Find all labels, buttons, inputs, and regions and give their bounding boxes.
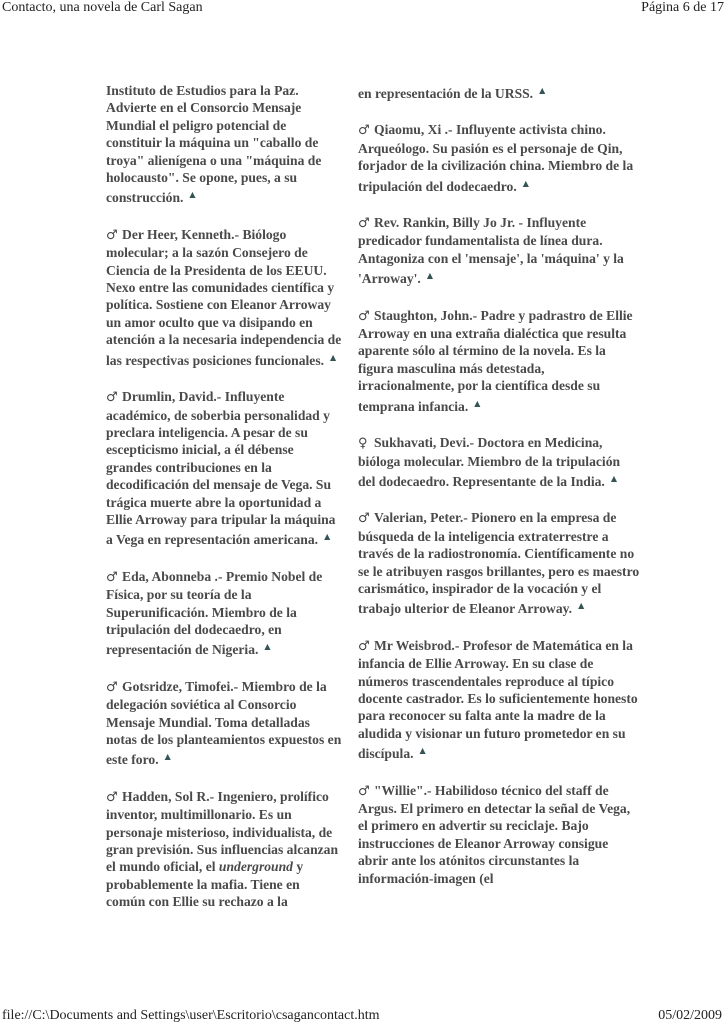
glossary-entry [106, 388, 342, 549]
character-description: Miembro de la delegación soviética al Consorcio Mensaje Mundial. Toma detalladas notas de los planteamientos expuestos en este foro. [106, 678, 342, 768]
back-to-top-icon[interactable]: ▲ [330, 352, 337, 362]
character-description: Profesor de Matemática en la infancia de Ellie Arroway. En su clase de números trascendentales reproduce al típico docente castrador. Es lo suficientemente honesto para reconocer su falta ante la madre de la aludida y visionar un futuro prometedor en su discípula. [358, 637, 638, 762]
character-description: Doctora en Medicina, bióloga molecular. Miembro de la tripulación del dodecaedro. Representante de la India. [358, 435, 621, 489]
entry-text [358, 782, 640, 887]
glossary-entry [358, 637, 640, 763]
entry-text [358, 214, 640, 288]
entry-text [106, 226, 342, 369]
character-name: Gotsridze, Timofei.- [122, 678, 239, 694]
back-to-top-icon[interactable]: ▲ [426, 271, 433, 281]
character-name: Eda, Abonneba .- [122, 568, 223, 584]
italic-term: underground [218, 859, 293, 875]
male-symbol-icon: ♂ [358, 123, 370, 139]
glossary-entry [358, 214, 640, 288]
document-title: Contacto, una novela de Carl Sagan [2, 0, 203, 15]
character-name: Sukhavati, Devi.- [374, 435, 475, 451]
entry-text [106, 678, 342, 769]
male-symbol-icon: ♂ [106, 569, 118, 585]
male-symbol-icon: ♂ [358, 308, 370, 324]
character-description-cont: y probablemente la mafia. Tiene en común con Ellie su rechazo a la [106, 859, 304, 910]
back-to-top-icon[interactable]: ▲ [419, 746, 426, 756]
glossary-entry [358, 434, 640, 490]
entry-text [106, 568, 342, 659]
character-description: Habilidoso técnico del staff de Argus. El primero en detectar la señal de Vega, el primero en advertir su reciclaje. Bajo instrucciones de Eleanor Arroway consigue abrir ante los atónitos circunstantes la información-imagen (el [358, 782, 631, 886]
glossary-entry [106, 788, 342, 911]
character-description: Ingeniero, prolífico inventor, multimillonario. Es un personaje misterioso, individualista, de gran previsión. Sus influencias alcanzan el mundo oficial, el [106, 788, 339, 875]
character-description: Pionero en la empresa de búsqueda de la inteligencia extraterrestre a través de la radiostronomía. Científicamente no se le atribuyen rasgos brillantes, pero es maestro carismático, inspirador de la vocación y el trabajo ulterior de Eleanor Arroway. [358, 510, 640, 617]
right-column [358, 82, 640, 906]
entry-text [358, 509, 640, 617]
character-name: Drumlin, David.- [122, 389, 222, 405]
left-column [106, 82, 342, 930]
character-description: Influyente activista chino. Arqueólogo. Su pasión es el personaje de Qin, forjador de la civilización china. Miembro de la tripulación del dodecaedro. [358, 122, 634, 194]
entry-text [106, 388, 342, 549]
entry-text [106, 82, 342, 207]
character-description: Influyente académico, de soberbia personalidad y preclara inteligencia. A pesar de su escepticismo inicial, a él débense grandes contribuciones en la decodificación del mensaje de Vega. Su trágica muerte abre la oportunidad a Ellie Arroway para tripular la máquina a Vega en representación americana. [106, 389, 336, 548]
back-to-top-icon[interactable]: ▲ [578, 601, 585, 611]
entry-text [358, 82, 640, 102]
character-name: Staughton, John.- [374, 307, 478, 323]
character-description: Influyente predicador fundamentalista de línea dura. Antagoniza con el 'mensaje', la 'máquina' y la 'Arroway'. [358, 215, 624, 287]
male-symbol-icon: ♂ [358, 511, 370, 527]
back-to-top-icon[interactable]: ▲ [324, 532, 331, 542]
back-to-top-icon[interactable]: ▲ [522, 178, 529, 188]
male-symbol-icon: ♂ [106, 390, 118, 406]
character-name: Qiaomu, Xi .- [374, 122, 453, 138]
character-name: "Willie".- [374, 782, 432, 798]
page-footer [0, 1008, 728, 1028]
print-date: 05/02/2009 [658, 1008, 722, 1023]
male-symbol-icon: ♂ [106, 227, 118, 243]
back-to-top-icon[interactable]: ▲ [164, 752, 171, 762]
character-name: Mr Weisbrod.- [374, 637, 460, 653]
entry-text [358, 434, 640, 490]
file-path: file://C:\Documents and Settings\user\Escritorio\csagancontact.htm [2, 1008, 380, 1023]
glossary-entry [106, 82, 342, 207]
back-to-top-icon[interactable]: ▲ [474, 398, 481, 408]
glossary-entry [358, 82, 640, 102]
female-symbol-icon: ♀ [358, 436, 368, 452]
page-header [0, 0, 728, 20]
glossary-entry [358, 307, 640, 415]
back-to-top-icon[interactable]: ▲ [189, 190, 196, 200]
back-to-top-icon[interactable]: ▲ [610, 473, 617, 483]
character-name: Der Heer, Kenneth.- [122, 226, 240, 242]
character-description: Instituto de Estudios para la Paz. Advierte en el Consorcio Mensaje Mundial el peligro potencial de constituir la máquina un "caballo de troya" alienígena o una "máquina de holocausto". Se opone, pues, a su construcción. [106, 83, 322, 206]
back-to-top-icon[interactable]: ▲ [539, 86, 546, 95]
back-to-top-icon[interactable]: ▲ [264, 642, 271, 652]
glossary-entry [106, 226, 342, 369]
character-description: Premio Nobel de Física, por su teoría de la Superunificación. Miembro de la tripulación del dodecaedro, en representación de Nigeria. [106, 568, 323, 658]
male-symbol-icon: ♂ [358, 216, 370, 232]
character-description: Padre y padrastro de Ellie Arroway en una extraña dialéctica que resulta aparente sólo al término de la novela. Es la figura masculina más detestada, irracionalmente, por la científica desde su temprana infancia. [358, 307, 633, 414]
male-symbol-icon: ♂ [358, 638, 370, 654]
entry-text [358, 637, 640, 763]
male-symbol-icon: ♂ [106, 789, 118, 805]
entry-text [358, 307, 640, 415]
male-symbol-icon: ♂ [106, 679, 118, 695]
character-name: Rev. Rankin, Billy Jo Jr. - [374, 215, 524, 231]
glossary-entry [106, 678, 342, 769]
glossary-entry [358, 121, 640, 195]
glossary-entry [106, 568, 342, 659]
page-number: Página 6 de 17 [641, 0, 724, 15]
entry-text [106, 788, 342, 911]
male-symbol-icon: ♂ [358, 783, 370, 799]
character-name: Valerian, Peter.- [374, 510, 468, 526]
character-name: Hadden, Sol R.- [122, 788, 215, 804]
entry-text [358, 121, 640, 195]
glossary-entry [358, 782, 640, 887]
character-description: en representación de la URSS. [358, 86, 534, 101]
glossary-entry [358, 509, 640, 617]
character-description: Biólogo molecular; a la sazón Consejero de Ciencia de la Presidenta de los EEUU. Nexo entre las comunidades científica y política. Sostiene con Eleanor Arroway un amor oculto que va disipando en atención a la necesaria independencia de las respectivas posiciones funcionales. [106, 226, 342, 368]
